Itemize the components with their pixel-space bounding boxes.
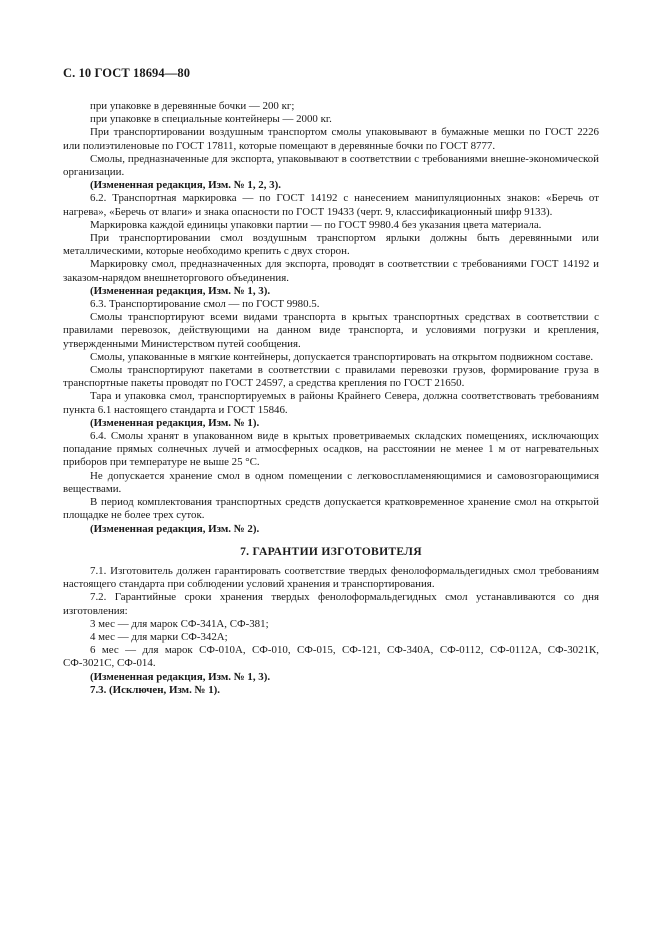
section-heading: 7. ГАРАНТИИ ИЗГОТОВИТЕЛЯ: [240, 544, 422, 558]
paragraph: Смолы, упакованные в мягкие контейнеры, допускается транспортировать на открытом подвижном составе.: [90, 350, 594, 363]
paragraph: 7.1. Изготовитель должен гарантировать соответствие твердых фенолоформальдегидных смол требованиям настоящего стандарта при соблюдении условий хранения и транспортирования.: [63, 564, 599, 591]
paragraph: 6.3. Транспортирование смол — по ГОСТ 9980.5.: [90, 298, 320, 311]
amendment-note: 7.3. (Исключен, Изм. № 1).: [90, 683, 220, 696]
paragraph: 6 мес — для марок СФ-010А, СФ-010, СФ-015, СФ-121, СФ-340А, СФ-0112, СФ-0112А, СФ-3021К, СФ-3021С, СФ-014.: [63, 644, 599, 670]
paragraph: При транспортировании воздушным транспортом смолы упаковывают в бумажные мешки по ГОСТ 2226 или полиэтиленовые по ГОСТ 17811, которые помещают в деревянные бочки по ГОСТ 8777.: [63, 126, 599, 152]
paragraph: Смолы транспортируют всеми видами транспорта в крытых транспортных средствах в соответствии с правилами перевозок, действующими на данном виде транспорта, и условиями погрузки и крепления, утвержденными Министерством путей сообщения.: [63, 311, 599, 350]
paragraph: 7.2. Гарантийные сроки хранения твердых фенолоформальдегидных смол устанавливаются со дня изготовления:: [63, 591, 599, 617]
amendment-note: (Измененная редакция, Изм. № 2).: [90, 522, 260, 535]
amendment-note: (Измененная редакция, Изм. № 1).: [90, 416, 260, 429]
paragraph: 3 мес — для марок СФ-341А, СФ-381;: [90, 617, 269, 630]
paragraph: Смолы, предназначенные для экспорта, упаковывают в соответствии с требованиями внешне-экономической организации.: [63, 152, 599, 179]
paragraph: при упаковке в специальные контейнеры — 2000 кг.: [90, 113, 332, 126]
paragraph: Маркировку смол, предназначенных для экспорта, проводят в соответствии с требованиями ГОСТ 14192 и заказом-нарядом внешнеторгового объединения.: [63, 258, 599, 284]
paragraph: Не допускается хранение смол в одном помещении с легковоспламеняющимися и самовозгорающимися веществами.: [63, 469, 599, 495]
paragraph: 6.2. Транспортная маркировка — по ГОСТ 14192 с нанесением манипуляционных знаков: «Беречь от нагрева», «Беречь от влаги» и знака опасности по ГОСТ 19433 (черт. 9, классификационный шифр 9133).: [63, 192, 599, 218]
paragraph: Смолы транспортируют пакетами в соответствии с правилами перевозки грузов, формирование груза в транспортные пакеты проводят по ГОСТ 24597, а средства крепления по ГОСТ 21650.: [63, 364, 599, 390]
paragraph: При транспортировании смол воздушным транспортом ярлыки должны быть деревянными или металлическими, которые необходимо крепить с двух сторон.: [63, 232, 599, 258]
paragraph: при упаковке в деревянные бочки — 200 кг;: [90, 100, 295, 112]
paragraph: Маркировка каждой единицы упаковки партии — по ГОСТ 9980.4 без указания цвета материала.: [90, 218, 542, 231]
paragraph: Тара и упаковка смол, транспортируемых в районы Крайнего Севера, должна соответствовать требованиям пункта 6.1 настоящего стандарта и ГОСТ 15846.: [63, 390, 599, 416]
paragraph: 6.4. Смолы хранят в упакованном виде в крытых проветриваемых складских помещениях, исключающих попадание прямых солнечных лучей и атмосферных осадков, на расстоянии не менее 1 м от нагревательных приборов при температуре не выше 25 °С.: [63, 430, 599, 469]
amendment-note: (Измененная редакция, Изм. № 1, 3).: [90, 670, 271, 683]
paragraph: В период комплектования транспортных средств допускается кратковременное хранение смол на открытой площадке не более трех суток.: [63, 496, 599, 522]
page-header: С. 10 ГОСТ 18694—80: [63, 66, 191, 80]
amendment-note: (Измененная редакция, Изм. № 1, 3).: [90, 284, 271, 297]
amendment-note: (Измененная редакция, Изм. № 1, 2, 3).: [90, 179, 281, 192]
paragraph: 4 мес — для марки СФ-342А;: [90, 630, 228, 643]
document-body: [63, 100, 599, 697]
